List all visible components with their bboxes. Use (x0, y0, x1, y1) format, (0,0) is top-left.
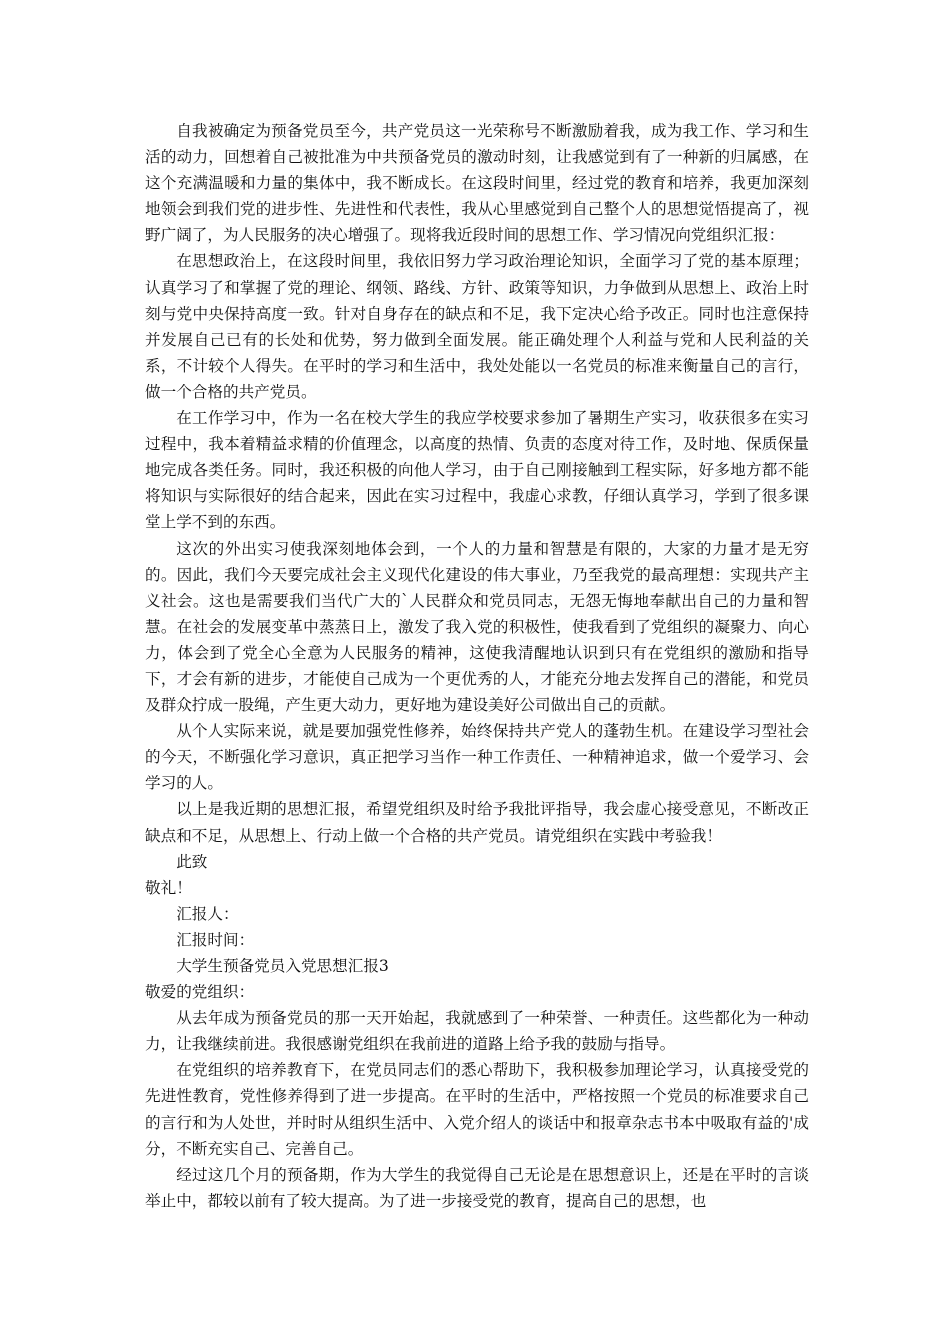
greeting: 敬爱的党组织： (145, 983, 255, 1002)
paragraph-party-education: 在党组织的培养教育下，在党员同志们的悉心帮助下，我积极参加理论学习，认真接受党的先进性教育，党性修养得到了进一步提高。在平时的生活中，严格按照一个党员的标准要求自己的言行和为人处世，并时时从组织生活中、入党介绍人的谈话中和报章杂志书本中吸取有益的'成分，不断充实自己、完善自己。 (145, 1061, 809, 1158)
closing-salutation: 此致 (176, 852, 208, 871)
paragraph-honor: 从去年成为预备党员的那一天开始起，我就感到了一种荣誉、一种责任。这些都化为一种动力，让我继续前进。我很感谢党组织在我前进的道路上给予我的鼓励与指导。 (145, 1009, 809, 1054)
document-page (145, 118, 809, 1214)
paragraph-intro: 自我被确定为预备党员至今，共产党员这一光荣称号不断激励着我，成为我工作、学习和生活的动力，回想着自己被批准为中共预备党员的激动时刻，让我感觉到有了一种新的归属感，在这个充满温暖和力量的集体中，我不断成长。在这段时间里，经过党的教育和培养，我更加深刻地领会到我们党的进步性、先进性和代表性，我从心里感觉到自己整个人的思想觉悟提高了，视野广阔了，为人民服务的决心增强了。现将我近段时间的思想工作、学习情况向党组织汇报： (145, 122, 809, 245)
reporter-label: 汇报人： (176, 904, 239, 923)
paragraph-internship-reflection: 这次的外出实习使我深刻地体会到，一个人的力量和智慧是有限的，大家的力量才是无穷的。因此，我们今天要完成社会主义现代化建设的伟大事业，乃至我党的最高理想：实现共产主义社会。这也是需要我们当代广大的`人民群众和党员同志，无怨无悔地奉献出自己的力量和智慧。在社会的发展变革中蒸蒸日上，激发了我入党的积极性，使我看到了党组织的凝聚力、向心力，体会到了党全心全意为人民服务的精神，这使我清醒地认识到只有在党组织的激励和指导下，才会有新的进步，才能使自己成为一个更优秀的人，才能充分地去发挥自己的潜能，和党员及群众拧成一股绳，产生更大动力，更好地为建设美好公司做出自己的贡献。 (145, 539, 809, 715)
paragraph-personal-practice: 从个人实际来说，就是要加强党性修养，始终保持共产党人的蓬勃生机。在建设学习型社会的今天，不断强化学习意识，真正把学习当作一种工作责任、一种精神追求，做一个爱学习、会学习的人。 (145, 722, 809, 793)
report-time-label: 汇报时间： (176, 930, 255, 949)
paragraph-conclusion: 以上是我近期的思想汇报，希望党组织及时给予我批评指导，我会虚心接受意见，不断改正缺点和不足，从思想上、行动上做一个合格的共产党员。请党组织在实践中考验我！ (145, 800, 809, 845)
paragraph-political-thought: 在思想政治上，在这段时间里，我依旧努力学习政治理论知识，全面学习了党的基本原理；认真学习了和掌握了党的理论、纲领、路线、方针、政策等知识，力争做到从思想上、政治上时刻与党中央保持高度一致。针对自身存在的缺点和不足，我下定决心给予改正。同时也注意保持并发展自己已有的长处和优势，努力做到全面发展。能正确处理个人利益与党和人民利益的关系，不计较个人得失。在平时的学习和生活中，我处处能以一名党员的标准来衡量自己的言行，做一个合格的共产党员。 (145, 252, 809, 401)
paragraph-work-study: 在工作学习中，作为一名在校大学生的我应学校要求参加了暑期生产实习，收获很多在实习过程中，我本着精益求精的价值理念，以高度的热情、负责的态度对待工作，及时地、保质保量地完成各类任务。同时，我还积极的向他人学习，由于自己刚接触到工程实际，好多地方都不能将知识与实际很好的结合起来，因此在实习过程中，我虚心求教，仔细认真学习，学到了很多课堂上学不到的东西。 (145, 409, 809, 532)
paragraph-probation-period: 经过这几个月的预备期，作为大学生的我觉得自己无论是在思想意识上，还是在平时的言谈举止中，都较以前有了较大提高。为了进一步接受党的教育，提高自己的思想，也 (145, 1165, 809, 1210)
closing-regards: 敬礼！ (145, 878, 192, 897)
section-title: 大学生预备党员入党思想汇报3 (176, 957, 389, 975)
